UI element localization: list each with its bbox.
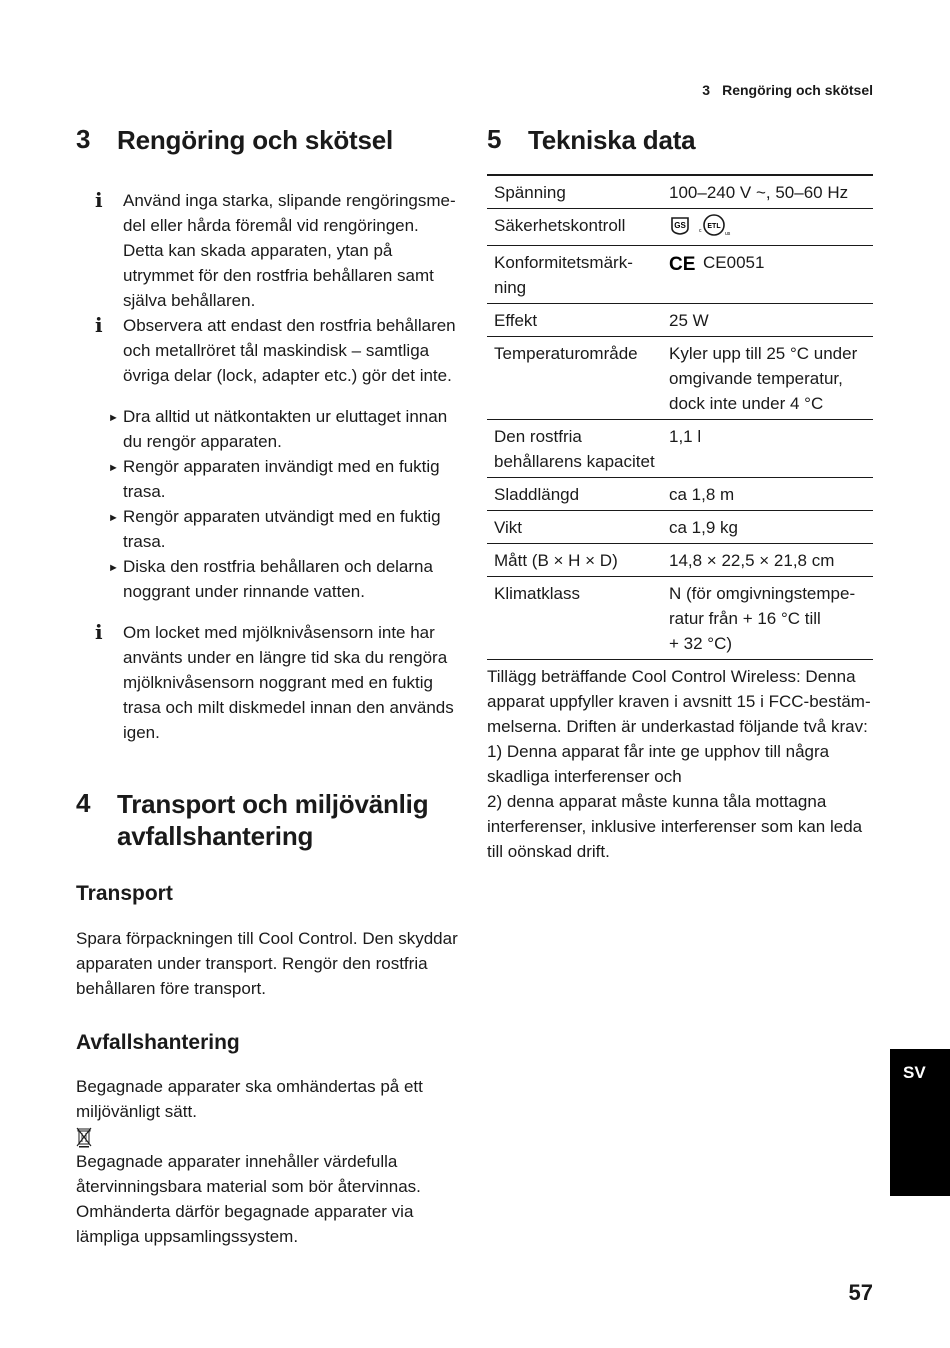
text-line: själva behållaren. bbox=[123, 291, 256, 310]
list-item bbox=[76, 504, 461, 554]
text-line: igen. bbox=[123, 723, 160, 742]
key-line: behållarens kapacitet bbox=[494, 452, 655, 471]
key-line: Den rostfria bbox=[494, 427, 582, 446]
text-line: Diska den rostfria behållaren och delarna bbox=[123, 557, 433, 576]
text-line: apparat uppfyller kraven i avsnitt 15 i FCC-bestäm- bbox=[487, 692, 871, 711]
certification-marks bbox=[669, 213, 733, 237]
info-text bbox=[123, 188, 461, 313]
value-line: 100–240 V ~, 50–60 Hz bbox=[669, 183, 849, 202]
list-item-text bbox=[123, 504, 461, 554]
list-item bbox=[76, 554, 461, 604]
text-line: Rengör apparaten invändigt med en fuktig bbox=[123, 457, 440, 476]
section-title: Tekniska data bbox=[528, 125, 696, 155]
table-key bbox=[487, 420, 662, 478]
triangle-bullet-icon: ► bbox=[108, 562, 119, 574]
ce-marking bbox=[669, 250, 764, 275]
gs-mark-text: GS bbox=[674, 221, 686, 230]
key-line: Spänning bbox=[494, 183, 566, 202]
table-value bbox=[662, 420, 873, 478]
text-line: Observera att endast den rostfria behållaren bbox=[123, 316, 456, 335]
value-line: omgivande temperatur, bbox=[669, 369, 843, 388]
text-line: miljövänligt sätt. bbox=[76, 1102, 197, 1121]
table-key bbox=[487, 246, 662, 304]
list-item-text bbox=[123, 554, 461, 604]
info-text bbox=[123, 313, 461, 388]
info-note bbox=[76, 620, 461, 745]
text-line: Om locket med mjölknivåsensorn inte har bbox=[123, 623, 435, 642]
table-row bbox=[487, 246, 873, 304]
etl-mark-icon bbox=[697, 213, 733, 237]
info-icon: i bbox=[95, 620, 103, 644]
text-line: Omhänderta därför begagnade apparater via bbox=[76, 1202, 414, 1221]
table-value bbox=[662, 304, 873, 337]
table-row bbox=[487, 544, 873, 577]
list-item bbox=[76, 404, 461, 454]
text-line: Rengör apparaten utvändigt med en fuktig bbox=[123, 507, 441, 526]
table-value bbox=[662, 577, 873, 660]
section-title: Rengöring och skötsel bbox=[117, 125, 394, 155]
info-text bbox=[123, 620, 461, 745]
key-line: Sladdlängd bbox=[494, 485, 580, 504]
text-line: Använd inga starka, slipande rengöringsme- bbox=[123, 191, 456, 210]
text-line: lämpliga uppsamlingssystem. bbox=[76, 1227, 299, 1246]
tech-data-table bbox=[487, 174, 873, 660]
ce-mark-icon bbox=[669, 254, 695, 272]
text-line: behållaren före transport. bbox=[76, 979, 266, 998]
etl-mark-text: ETL bbox=[707, 223, 721, 230]
transport-heading: Transport bbox=[76, 882, 173, 905]
table-row bbox=[487, 209, 873, 246]
table-value bbox=[662, 337, 873, 420]
text-line: Dra alltid ut nätkontakten ur eluttaget innan bbox=[123, 407, 448, 426]
text-line: Begagnade apparater innehåller värdefulla bbox=[76, 1152, 398, 1171]
text-line: del eller hårda föremål vid rengöringen. bbox=[123, 216, 419, 235]
section-number: 4 bbox=[76, 788, 91, 818]
text-line: du rengör apparaten. bbox=[123, 432, 282, 451]
text-line: till oönskad drift. bbox=[487, 842, 610, 861]
running-header bbox=[702, 82, 873, 98]
text-line: interferenser, inklusive interferenser som kan leda bbox=[487, 817, 863, 836]
page-number: 57 bbox=[848, 1280, 873, 1305]
table-value bbox=[662, 544, 873, 577]
table-row bbox=[487, 577, 873, 660]
text-line: använts under en längre tid ska du rengöra bbox=[123, 648, 448, 667]
text-line: övriga delar (lock, adapter etc.) gör det inte. bbox=[123, 366, 452, 385]
running-header-title: Rengöring och skötsel bbox=[722, 82, 873, 98]
disposal-paragraph bbox=[76, 1074, 461, 1249]
title-line: avfallshantering bbox=[117, 821, 314, 851]
etl-mark-us: us bbox=[725, 231, 731, 237]
value-line: dock inte under 4 °C bbox=[669, 394, 824, 413]
value-line: 14,8 × 22,5 × 21,8 cm bbox=[669, 551, 835, 570]
list-item-text bbox=[123, 454, 461, 504]
text-line: utrymmet för den rostfria behållaren samt bbox=[123, 266, 434, 285]
text-line: apparaten under transport. Rengör den rostfria bbox=[76, 954, 428, 973]
section-3-body bbox=[76, 188, 461, 745]
table-row bbox=[487, 304, 873, 337]
section-number: 5 bbox=[487, 124, 502, 154]
gs-mark-icon bbox=[669, 215, 691, 235]
table-key bbox=[487, 337, 662, 420]
section-3-heading bbox=[76, 124, 461, 156]
info-note bbox=[76, 188, 461, 313]
table-row bbox=[487, 337, 873, 420]
table-key bbox=[487, 209, 662, 246]
table-row bbox=[487, 420, 873, 478]
text-line: trasa och milt diskmedel innan den används bbox=[123, 698, 454, 717]
text-line: Begagnade apparater ska omhändertas på ett bbox=[76, 1077, 423, 1096]
table-row bbox=[487, 175, 873, 209]
table-value bbox=[662, 209, 873, 246]
language-tab bbox=[890, 1049, 950, 1196]
value-line: CE0051 bbox=[703, 253, 765, 272]
text-line: Detta kan skada apparaten, ytan på bbox=[123, 241, 393, 260]
etl-mark-c: c bbox=[699, 228, 702, 234]
key-line: Effekt bbox=[494, 311, 538, 330]
text-line: melserna. Driften är underkastad följande två krav: bbox=[487, 717, 868, 736]
table-key bbox=[487, 175, 662, 209]
table-value bbox=[662, 511, 873, 544]
table-value bbox=[662, 175, 873, 209]
text-line: 2) denna apparat måste kunna tåla mottagna bbox=[487, 792, 827, 811]
key-line: Konformitetsmärk- bbox=[494, 253, 633, 272]
language-tab-label: SV bbox=[903, 1063, 926, 1082]
list-item-text bbox=[123, 404, 461, 454]
text-line: noggrant under rinnande vatten. bbox=[123, 582, 365, 601]
key-line: Vikt bbox=[494, 518, 523, 537]
table-row bbox=[487, 478, 873, 511]
triangle-bullet-icon: ► bbox=[108, 412, 119, 424]
running-header-number: 3 bbox=[702, 82, 711, 98]
table-key bbox=[487, 544, 662, 577]
value-line: N (för omgivningstempe- bbox=[669, 584, 856, 603]
key-line: Temperaturområde bbox=[494, 344, 638, 363]
text-line: återvinningsbara material som bör återvinnas. bbox=[76, 1177, 421, 1196]
info-note bbox=[76, 313, 461, 388]
info-icon: i bbox=[95, 313, 103, 337]
value-line: 25 W bbox=[669, 311, 709, 330]
value-line: ratur från + 16 °C till bbox=[669, 609, 821, 628]
text-line: Tillägg beträffande Cool Control Wireless: Denna bbox=[487, 667, 856, 686]
table-key bbox=[487, 511, 662, 544]
table-row bbox=[487, 511, 873, 544]
value-line: ca 1,8 m bbox=[669, 485, 735, 504]
key-line: Klimatklass bbox=[494, 584, 580, 603]
triangle-bullet-icon: ► bbox=[108, 512, 119, 524]
ce-mark-text: CE bbox=[669, 253, 695, 272]
value-line: 1,1 l bbox=[669, 427, 702, 446]
text-line: trasa. bbox=[123, 482, 166, 501]
text-line: Spara förpackningen till Cool Control. Den skyddar bbox=[76, 929, 458, 948]
table-value bbox=[662, 246, 873, 304]
value-line: + 32 °C) bbox=[669, 634, 733, 653]
section-number: 3 bbox=[76, 124, 91, 154]
text-line: mjölknivåsensorn noggrant med en fuktig bbox=[123, 673, 433, 692]
text-line: 1) Denna apparat får inte ge upphov till några bbox=[487, 742, 830, 761]
section-4-heading bbox=[76, 788, 461, 852]
section-5-heading bbox=[487, 124, 873, 156]
transport-paragraph bbox=[76, 926, 466, 1001]
info-icon: i bbox=[95, 188, 103, 212]
table-key bbox=[487, 304, 662, 337]
value-line: ca 1,9 kg bbox=[669, 518, 738, 537]
section-title bbox=[117, 788, 461, 852]
disposal-heading: Avfallshantering bbox=[76, 1031, 240, 1054]
triangle-bullet-icon: ► bbox=[108, 462, 119, 474]
table-value bbox=[662, 478, 873, 511]
key-line: ning bbox=[494, 278, 527, 297]
value-line: Kyler upp till 25 °C under bbox=[669, 344, 858, 363]
text-line: och metallröret tål maskindisk – samtliga bbox=[123, 341, 430, 360]
key-line: Mått (B × H × D) bbox=[494, 551, 618, 570]
crossed-bin-icon bbox=[76, 1124, 461, 1149]
table-key bbox=[487, 478, 662, 511]
fcc-paragraph bbox=[487, 664, 877, 864]
table-key bbox=[487, 577, 662, 660]
text-line: trasa. bbox=[123, 532, 166, 551]
title-line: Transport och miljövänlig bbox=[117, 789, 429, 819]
key-line: Säkerhetskontroll bbox=[494, 216, 626, 235]
list-item bbox=[76, 454, 461, 504]
text-line: skadliga interferenser och bbox=[487, 767, 682, 786]
